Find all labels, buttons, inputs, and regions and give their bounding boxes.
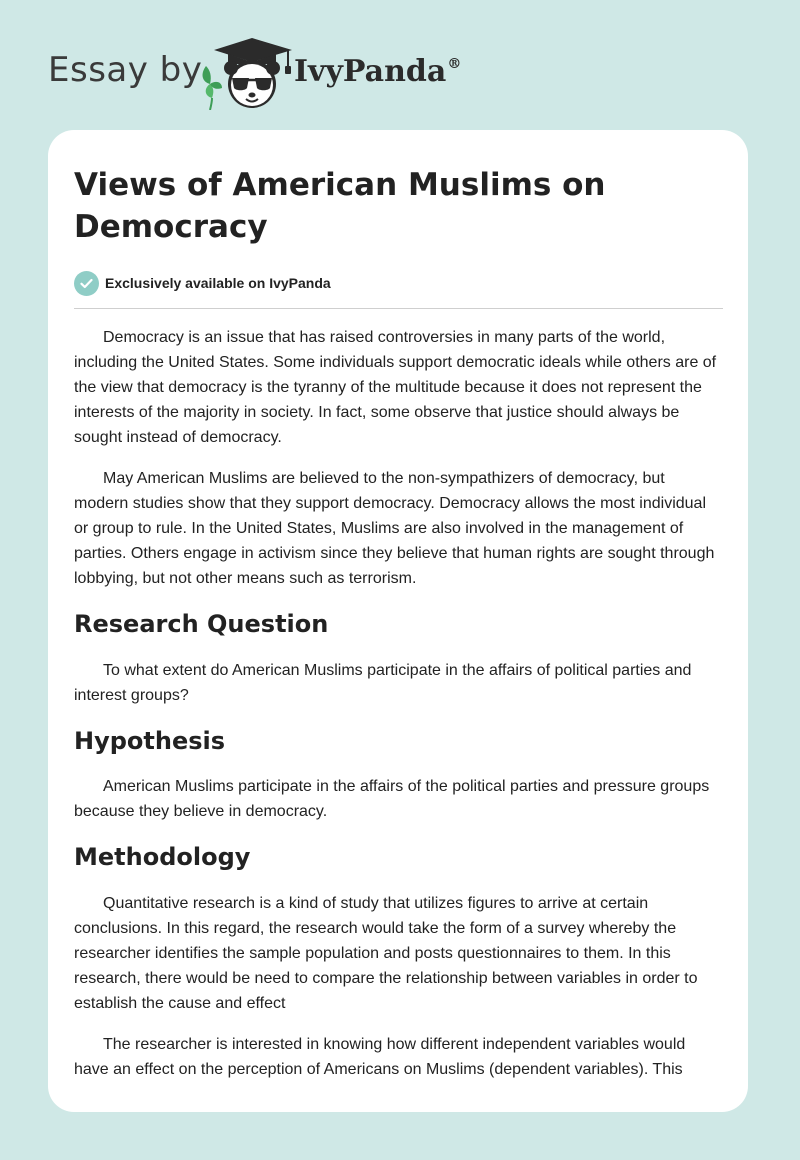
registered-mark: ®	[447, 56, 462, 72]
brand-name[interactable]	[294, 54, 461, 89]
panda-graduate-logo-icon	[198, 36, 294, 110]
site-header	[0, 0, 800, 130]
section-paragraph: The researcher is interested in knowing how different independent variables would have an effect on the perception of Americans on Muslims (dependent variables). This	[74, 1036, 686, 1078]
essay-by-label: Essay by	[48, 50, 203, 90]
intro-paragraph: Democracy is an issue that has raised controversies in many parts of the world, including the United States. Some individuals support democratic ideals while others are of the view that democracy is the tyranny of the multitude because it does not represent the interests of the majority in society. In fact, some observe that justice should always be sought instead of democracy.	[74, 329, 717, 446]
essay-card	[48, 130, 748, 1112]
title-divider	[74, 308, 723, 309]
section-heading-methodology: Methodology	[74, 843, 251, 871]
exclusive-label: Exclusively available on IvyPanda	[105, 275, 331, 291]
section-paragraph: Quantitative research is a kind of study that utilizes figures to arrive at certain conclusions. In this regard, the research would take the form of a survey whereby the researcher identifies the sample population and posts questionnaires to them. In this research, there would be need to compare the relationship between variables in order to establish the cause and effect	[74, 895, 698, 1012]
section-paragraph: To what extent do American Muslims participate in the affairs of political parties and interest groups?	[74, 662, 692, 704]
section-paragraph: American Muslims participate in the affairs of the political parties and pressure groups because they believe in democracy.	[74, 778, 710, 820]
section-heading-research-question: Research Question	[74, 610, 329, 638]
exclusive-badge	[74, 270, 723, 296]
intro-paragraph: May American Muslims are believed to the non-sympathizers of democracy, but modern studies show that they support democracy. Democracy allows the most individual or group to rule. In the United States, Muslims are also involved in the management of parties. Others engage in activism since they believe that human rights are sought through lobbying, but not other means such as terrorism.	[74, 470, 715, 587]
check-circle-icon	[74, 271, 99, 296]
brand-name-text: IvyPanda	[294, 54, 447, 89]
section-heading-hypothesis: Hypothesis	[74, 727, 226, 755]
page-title: Views of American Muslims on Democracy	[74, 167, 606, 245]
essay-content	[74, 164, 723, 1082]
